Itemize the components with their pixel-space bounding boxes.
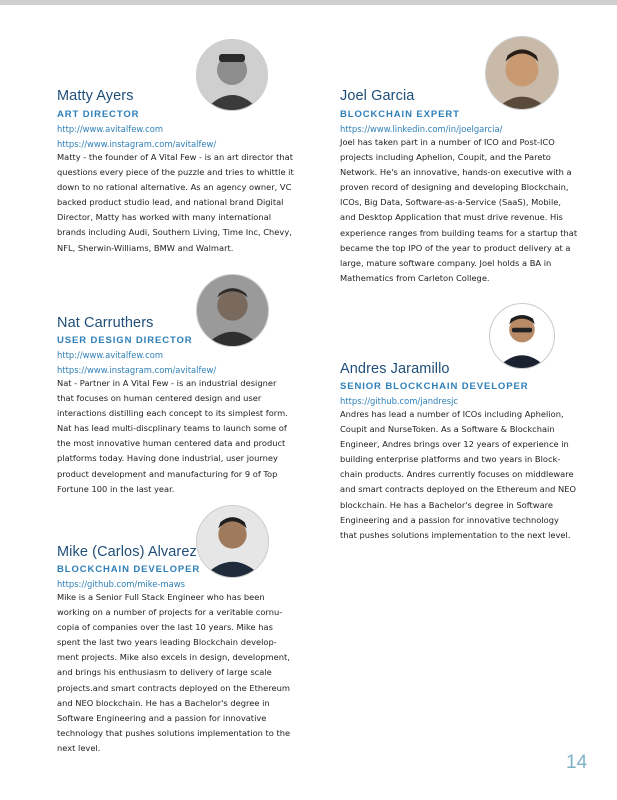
portrait-icon [197, 275, 268, 346]
joel-garcia-bio: Joel has taken part in a number of ICO and Post-ICO projects including Aphelion, Coupit, and the Pareto Network. He's an innovative, hands-on executive with a proven record of designing and developing Blockchain, ICOs, Big Data, Software-as-a-Service (SaaS), Mobile, and Desktop Application that must drive revenue. His experience ranges from building teams for a startup that became the top IPO of the year to product delivery at a large, mature software company. Joel holds a BA in Mathematics from Carleton College. [340, 137, 578, 283]
top-rule [0, 0, 617, 5]
joel-garcia-photo [485, 36, 559, 110]
page-number: 14 [566, 752, 588, 773]
matty-ayers-bio: Matty - the founder of A Vital Few - is an art director that questions every piece of the puzzle and tries to whittle it down to no rational alternative. As an agency owner, VC backed product studio lead, and national brand Digital Director, Matty has worked with many international brands including Audi, Southern Living, Time Inc, Chevy, NFL, Sherwin-Williams, BMW and Walmart. [57, 152, 294, 253]
andres-jaramillo-photo [489, 303, 555, 369]
mike-alvarez-name: Mike (Carlos) Alvarez [57, 544, 197, 560]
nat-carruthers-name: Nat Carruthers [57, 315, 154, 331]
portrait-icon [486, 37, 558, 109]
nat-carruthers-instagram-link[interactable]: https://www.instagram.com/avitalfew/ [57, 365, 217, 375]
matty-ayers-role: ART DIRECTOR [57, 109, 140, 120]
mike-alvarez-bio: Mike is a Senior Full Stack Engineer who has been working on a number of projects for a veritable cornu-copia of companies over the last 10 years. Mike has spent the last two years leading Blockchain develop-ment projects. Mike also excels in design, development, and brings his enthusiasm to delivery of large scale projects.and smart contracts deployed on the Ethereum and NEO blockchain. He has a Bachelor's degree in Software Engineering and a passion for innovative technology that pushes solutions implementation to the next level. [57, 592, 291, 753]
mike-alvarez-photo [196, 505, 269, 578]
mike-alvarez-role: BLOCKCHAIN DEVELOPER [57, 564, 201, 575]
matty-ayers-name: Matty Ayers [57, 88, 134, 104]
nat-carruthers-photo [196, 274, 269, 347]
matty-ayers-instagram-link[interactable]: https://www.instagram.com/avitalfew/ [57, 139, 217, 149]
nat-carruthers-role: USER DESIGN DIRECTOR [57, 335, 193, 346]
matty-ayers-photo [196, 39, 268, 111]
portrait-icon [490, 304, 554, 368]
portrait-icon [197, 506, 268, 577]
mike-alvarez-github-link[interactable]: https://github.com/mike-maws [57, 579, 185, 589]
joel-garcia-role: BLOCKCHAIN EXPERT [340, 109, 460, 120]
andres-jaramillo-bio: Andres has lead a number of ICOs including Aphelion, Coupit and NurseToken. As a Software & Blockchain Engineer, Andres brings over 12 years of experience in building enterprise platforms and two years in Block-chain products. Andres currently focuses on middleware and smart contracts deployed on the Ethereum and NEO blockchain. He has a Bachelor's degree in Software Engineering and a passion for innovative technology that pushes solutions implementation to the next level. [340, 409, 577, 540]
joel-garcia-name: Joel Garcia [340, 88, 415, 104]
nat-carruthers-website-link[interactable]: http://www.avitalfew.com [57, 350, 163, 360]
portrait-icon [197, 40, 267, 110]
nat-carruthers-bio: Nat - Partner in A Vital Few - is an industrial designer that focuses on human centered design and user interactions distilling each concept to its simplest form. Nat has lead multi-discplinary teams to launch some of the most innovative human centered data and product platforms today. Having done industrial, user journey product development and manufacturing for 9 of Top Fortune 100 in the last year. [57, 378, 288, 494]
andres-jaramillo-role: SENIOR BLOCKCHAIN DEVELOPER [340, 381, 529, 392]
andres-jaramillo-name: Andres Jaramillo [340, 361, 450, 377]
joel-garcia-linkedin-link[interactable]: https://www.linkedin.com/in/joelgarcia/ [340, 124, 503, 134]
andres-jaramillo-github-link[interactable]: https://github.com/jandresjc [340, 396, 459, 406]
matty-ayers-website-link[interactable]: http://www.avitalfew.com [57, 124, 163, 134]
